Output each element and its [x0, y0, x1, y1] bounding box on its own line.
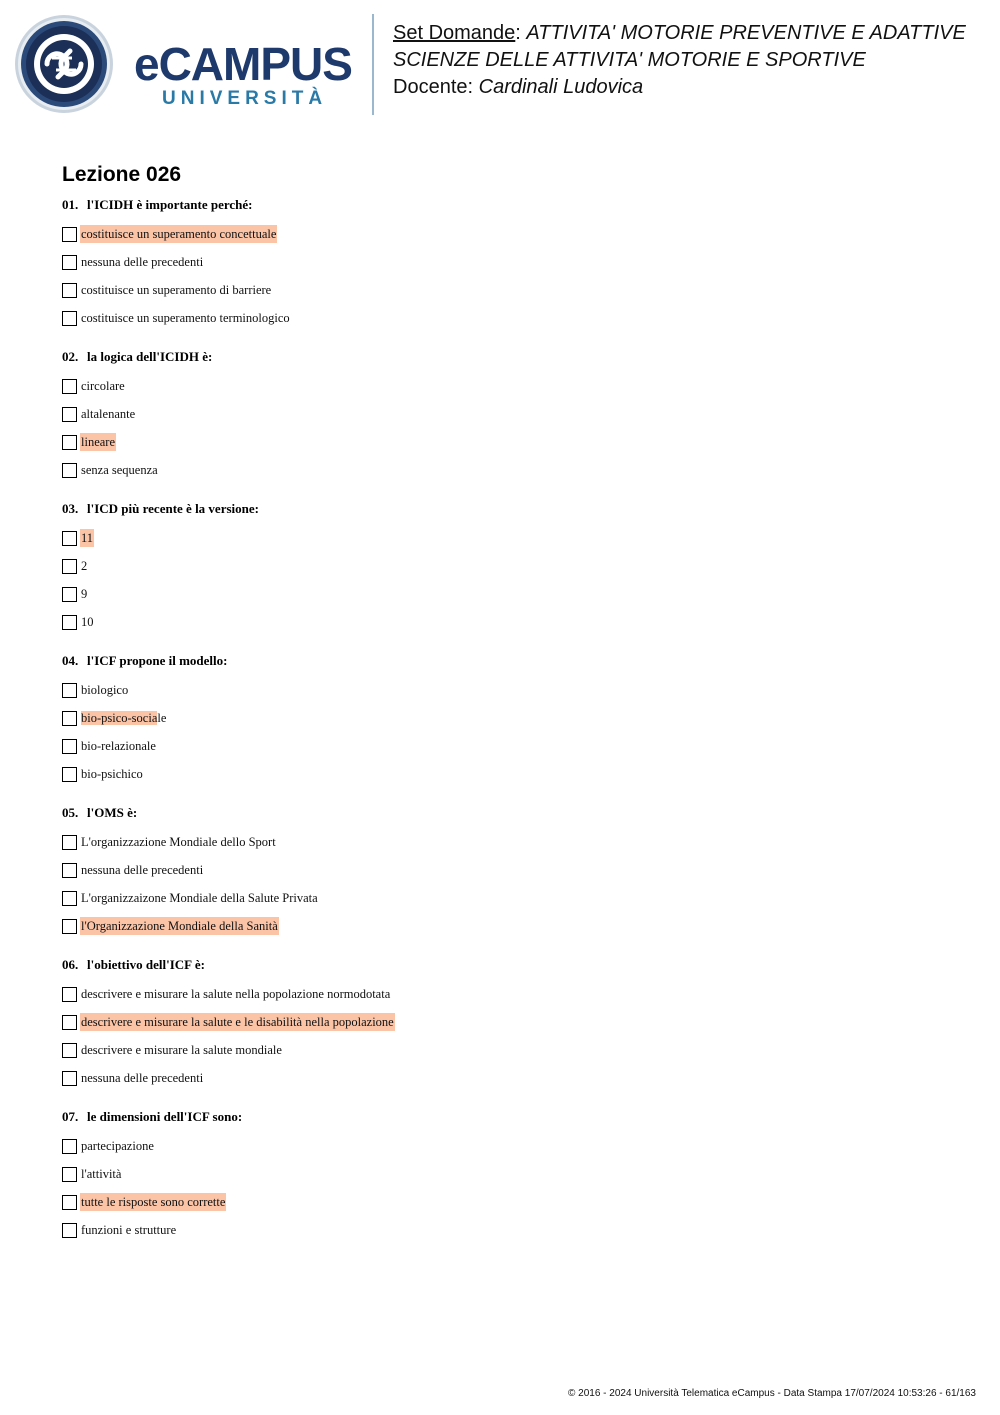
question-text — [62, 651, 942, 671]
answer-option[interactable] — [62, 884, 942, 912]
answer-label: funzioni e strutture — [81, 1223, 177, 1237]
answer-checkbox[interactable] — [62, 835, 77, 850]
question-label: l'ICIDH è importante perché: — [87, 197, 253, 212]
set-label: Set Domande — [393, 22, 516, 44]
answer-checkbox[interactable] — [62, 435, 77, 450]
answer-label: circolare — [81, 379, 125, 393]
answer-option[interactable] — [62, 676, 942, 704]
teacher-name: Cardinali Ludovica — [478, 76, 644, 98]
question-number: 02. — [62, 349, 79, 364]
question-text — [62, 955, 942, 975]
answer-checkbox[interactable] — [62, 311, 77, 326]
question-number: 04. — [62, 653, 79, 668]
answer-option[interactable] — [62, 828, 942, 856]
answer-option[interactable] — [62, 980, 942, 1008]
question-number: 06. — [62, 957, 79, 972]
answer-label: costituisce un superamento di barriere — [81, 283, 272, 297]
answer-checkbox[interactable] — [62, 227, 77, 242]
question-block — [62, 803, 942, 940]
answer-checkbox[interactable] — [62, 683, 77, 698]
course-title-2: SCIENZE DELLE ATTIVITA' MOTORIE E SPORTIVE — [393, 49, 866, 71]
answer-label: nessuna delle precedenti — [81, 1071, 204, 1085]
answer-checkbox[interactable] — [62, 559, 77, 574]
answer-option[interactable] — [62, 1160, 942, 1188]
question-block — [62, 651, 942, 788]
answer-label: L'organizzaizone Mondiale della Salute Privata — [81, 891, 318, 905]
answer-checkbox[interactable] — [62, 379, 77, 394]
answer-checkbox[interactable] — [62, 1015, 77, 1030]
answer-checkbox[interactable] — [62, 1167, 77, 1182]
question-label: l'ICD più recente è la versione: — [87, 501, 259, 516]
answer-option[interactable] — [62, 372, 942, 400]
answer-checkbox[interactable] — [62, 739, 77, 754]
course-info — [393, 20, 966, 101]
teacher-line: Docente: Cardinali Ludovica — [393, 76, 644, 98]
brand-wordmark: eCAMPUS — [134, 38, 352, 90]
answer-label: 10 — [81, 615, 94, 629]
course-line-2 — [393, 47, 966, 74]
question-block — [62, 1107, 942, 1244]
answer-checkbox[interactable] — [62, 919, 77, 934]
answer-option[interactable] — [62, 304, 942, 332]
answer-checkbox[interactable] — [62, 1139, 77, 1154]
answer-label: nessuna delle precedenti — [81, 863, 204, 877]
answer-option[interactable] — [62, 704, 942, 732]
answer-option[interactable] — [62, 608, 942, 636]
answer-option[interactable] — [62, 1132, 942, 1160]
answer-option[interactable] — [62, 732, 942, 760]
brand-subtitle: UNIVERSITÀ — [162, 88, 328, 109]
correct-answer-label: lineare — [81, 435, 116, 449]
answer-option[interactable] — [62, 760, 942, 788]
question-label: l'OMS è: — [87, 805, 138, 820]
answer-label: bio-psichico — [81, 767, 143, 781]
answer-option[interactable] — [62, 552, 942, 580]
answer-label: L'organizzazione Mondiale dello Sport — [81, 835, 276, 849]
answer-option[interactable] — [62, 248, 942, 276]
answer-label: 2 — [81, 559, 88, 573]
question-label: le dimensioni dell'ICF sono: — [87, 1109, 243, 1124]
correct-answer-label: 11 — [81, 531, 94, 545]
header-divider — [372, 14, 374, 115]
answer-checkbox[interactable] — [62, 711, 77, 726]
answer-checkbox[interactable] — [62, 615, 77, 630]
answer-checkbox[interactable] — [62, 587, 77, 602]
answer-option[interactable] — [62, 1008, 942, 1036]
question-text — [62, 347, 942, 367]
answer-label: descrivere e misurare la salute nella popolazione normodotata — [81, 987, 391, 1001]
answer-label: l'attività — [81, 1167, 122, 1181]
answer-label: 9 — [81, 587, 88, 601]
answer-option[interactable] — [62, 1036, 942, 1064]
question-number: 07. — [62, 1109, 79, 1124]
answer-option[interactable] — [62, 912, 942, 940]
answer-checkbox[interactable] — [62, 863, 77, 878]
answer-label: bio-relazionale — [81, 739, 156, 753]
question-text — [62, 195, 942, 215]
answer-option[interactable] — [62, 856, 942, 884]
page-header — [0, 0, 1000, 130]
highlighted-text: bio-psico-socia — [81, 711, 158, 725]
answer-label: partecipazione — [81, 1139, 154, 1153]
unhighlighted-text: le — [157, 711, 167, 725]
answer-label: nessuna delle precedenti — [81, 255, 204, 269]
answer-checkbox[interactable] — [62, 1043, 77, 1058]
question-number: 03. — [62, 501, 79, 516]
answer-checkbox[interactable] — [62, 463, 77, 478]
answer-checkbox[interactable] — [62, 1223, 77, 1238]
question-label: l'ICF propone il modello: — [87, 653, 228, 668]
question-number: 05. — [62, 805, 79, 820]
question-label: la logica dell'ICIDH è: — [87, 349, 213, 364]
question-number: 01. — [62, 197, 79, 212]
correct-answer-label: l'Organizzazione Mondiale della Sanità — [81, 919, 278, 933]
teacher-label: Docente — [393, 76, 468, 98]
question-label: l'obiettivo dell'ICF è: — [87, 957, 205, 972]
question-text — [62, 499, 942, 519]
answer-checkbox[interactable] — [62, 767, 77, 782]
answer-option[interactable] — [62, 456, 942, 484]
answer-checkbox[interactable] — [62, 531, 77, 546]
answer-checkbox[interactable] — [62, 891, 77, 906]
answer-option[interactable] — [62, 1188, 942, 1216]
answer-label: descrivere e misurare la salute mondiale — [81, 1043, 282, 1057]
answer-option[interactable] — [62, 524, 942, 552]
page-footer: © 2016 - 2024 Università Telematica eCampus - Data Stampa 17/07/2024 10:53:26 - 61/163 — [568, 1388, 976, 1399]
question-block — [62, 195, 942, 332]
answer-checkbox[interactable] — [62, 1071, 77, 1086]
answer-option[interactable] — [62, 400, 942, 428]
answer-label: altalenante — [81, 407, 136, 421]
answer-label: senza sequenza — [81, 463, 158, 477]
correct-answer-label: tutte le risposte sono corrette — [81, 1195, 226, 1209]
answer-label: biologico — [81, 683, 129, 697]
correct-answer-label: descrivere e misurare la salute e le disabilità nella popolazione — [81, 1015, 394, 1029]
answer-checkbox[interactable] — [62, 987, 77, 1002]
ecampus-logo-badge-icon — [14, 14, 114, 114]
answer-option[interactable] — [62, 276, 942, 304]
answer-checkbox[interactable] — [62, 407, 77, 422]
correct-answer-label: costituisce un superamento concettuale — [81, 227, 277, 241]
question-block — [62, 499, 942, 636]
question-text — [62, 1107, 942, 1127]
answer-option[interactable] — [62, 580, 942, 608]
question-block — [62, 955, 942, 1092]
course-line-1: Set Domande: ATTIVITA' MOTORIE PREVENTIVE E ADATTIVE — [393, 22, 966, 44]
answer-option[interactable] — [62, 1064, 942, 1092]
question-list — [62, 195, 942, 1259]
answer-option[interactable] — [62, 1216, 942, 1244]
answer-checkbox[interactable] — [62, 255, 77, 270]
question-block — [62, 347, 942, 484]
course-title-1: ATTIVITA' MOTORIE PREVENTIVE E ADATTIVE — [526, 22, 966, 44]
answer-label: costituisce un superamento terminologico — [81, 311, 290, 325]
answer-checkbox[interactable] — [62, 1195, 77, 1210]
answer-option[interactable] — [62, 428, 942, 456]
question-text — [62, 803, 942, 823]
correct-answer-label — [80, 709, 167, 727]
lesson-title: Lezione 026 — [62, 163, 182, 186]
answer-checkbox[interactable] — [62, 283, 77, 298]
answer-option[interactable] — [62, 220, 942, 248]
